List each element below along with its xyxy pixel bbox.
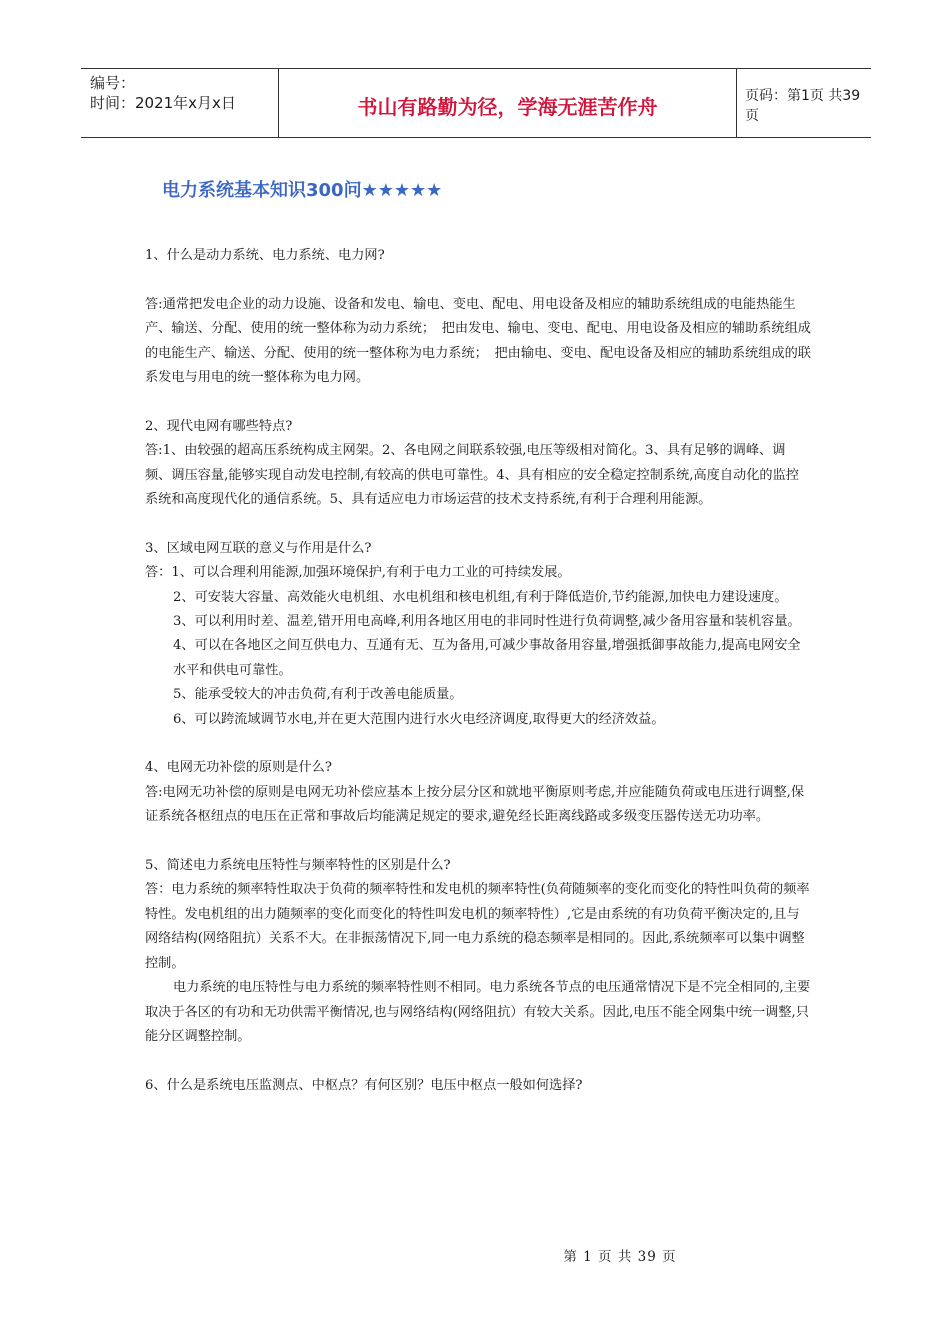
answer-list-item: 4、可以在各地区之间互供电力、互通有无、互为备用,可减少事故备用容量,增强抵御事故能力,提高电网安全水平和供电可靠性。 xyxy=(173,638,801,678)
answer-list-item: 3、可以利用时差、温差,错开用电高峰,利用各地区用电的非同时性进行负荷调整,减少备用容量和装机容量。 xyxy=(173,614,801,630)
document-number-label: 编号： xyxy=(90,74,136,92)
question-heading: 3、区域电网互联的意义与作用是什么? xyxy=(145,540,372,556)
answer-paragraph: 答：1、可以合理利用能源,加强环境保护,有利于电力工业的可持续发展。 xyxy=(145,565,571,581)
question-heading: 1、什么是动力系统、电力系统、电力网? xyxy=(145,248,385,263)
answer-paragraph: 答:通常把发电企业的动力设施、设备和发电、输电、变电、配电、用电设备及相应的辅助系统组成的电能热能生产、输送、分配、使用的统一整体称为动力系统； 把由发电、输电、变电、配电、用电设备及相应的辅助系统组成的电能生产、输送、分配、使用的统一整体称为电力系统； 把由输电、变电、配电设备及相应的辅助系统组成的联系发电与用电的统一整体称为电力网。 xyxy=(145,296,811,386)
question-heading: 4、电网无功补偿的原则是什么? xyxy=(145,760,332,776)
document-date: 时间：2021年x月x日 xyxy=(90,94,236,112)
question-heading: 6、什么是系统电压监测点、中枢点？有何区别？电压中枢点一般如何选择? xyxy=(145,1077,583,1093)
header-page-info: 页码：第1页 共39页 xyxy=(745,88,861,124)
header-meta-cell xyxy=(81,69,279,137)
paragraph-spacer xyxy=(145,1049,811,1073)
answer-paragraph: 答：电力系统的频率特性取决于负荷的频率特性和发电机的频率特性(负荷随频率的变化而变化的特性叫负荷的频率特性。发电机组的出力随频率的变化而变化的特性叫发电机的频率特性）,它是由系统的有功负荷平衡决定的,且与网络结构(网络阻抗）关系不大。在非振荡情况下,同一电力系统的稳态频率是相同的。因此,系统频率可以集中调整控制。 xyxy=(145,882,810,971)
answer-paragraph: 答:1、由较强的超高压系统构成主网架。2、各电网之间联系较强,电压等级相对简化。3、具有足够的调峰、调频、调压容量,能够实现自动发电控制,有较高的供电可靠性。4、具有相应的安全稳定控制系统,高度自动化的监控系统和高度现代化的通信系统。5、具有适应电力市场运营的技术支持系统,有利于合理利用能源。 xyxy=(145,443,799,508)
answer-list-item: 2、可安装大容量、高效能火电机组、水电机组和核电机组,有利于降低造价,节约能源,加快电力建设速度。 xyxy=(173,589,788,605)
paragraph-spacer xyxy=(145,390,811,414)
paragraph-spacer xyxy=(145,732,811,756)
answer-paragraph: 电力系统的电压特性与电力系统的频率特性则不相同。电力系统各节点的电压通常情况下是不完全相同的,主要取决于各区的有功和无功供需平衡情况,也与网络结构(网络阻抗）有较大关系。因此,电压不能全网集中统一调整,只能分区调整控制。 xyxy=(145,980,811,1044)
footer-page-number: 第 1 页 共 39 页 xyxy=(563,1249,677,1265)
answer-list-item: 6、可以跨流域调节水电,并在更大范围内进行水火电经济调度,取得更大的经济效益。 xyxy=(173,711,665,727)
question-heading: 5、简述电力系统电压特性与频率特性的区别是什么? xyxy=(145,858,451,874)
answer-paragraph: 答:电网无功补偿的原则是电网无功补偿应基本上按分层分区和就地平衡原则考虑,并应能随负荷或电压进行调整,保证系统各枢纽点的电压在正常和事故后均能满足规定的要求,避免经长距离线路或多级变压器传送无功功率。 xyxy=(145,784,805,825)
document-body xyxy=(145,244,811,1098)
paragraph-spacer xyxy=(145,268,811,292)
question-heading: 2、现代电网有哪些特点? xyxy=(145,418,293,434)
answer-list-item: 5、能承受较大的冲击负荷,有利于改善电能质量。 xyxy=(173,687,463,703)
document-title: 电力系统基本知识300问★★★★★ xyxy=(162,180,443,201)
page-header xyxy=(81,68,871,138)
page-footer xyxy=(0,1245,950,1265)
paragraph-spacer xyxy=(145,830,811,854)
paragraph-spacer xyxy=(145,512,811,536)
header-motto: 书山有路勤为径，学海无涯苦作舟 xyxy=(279,69,737,137)
